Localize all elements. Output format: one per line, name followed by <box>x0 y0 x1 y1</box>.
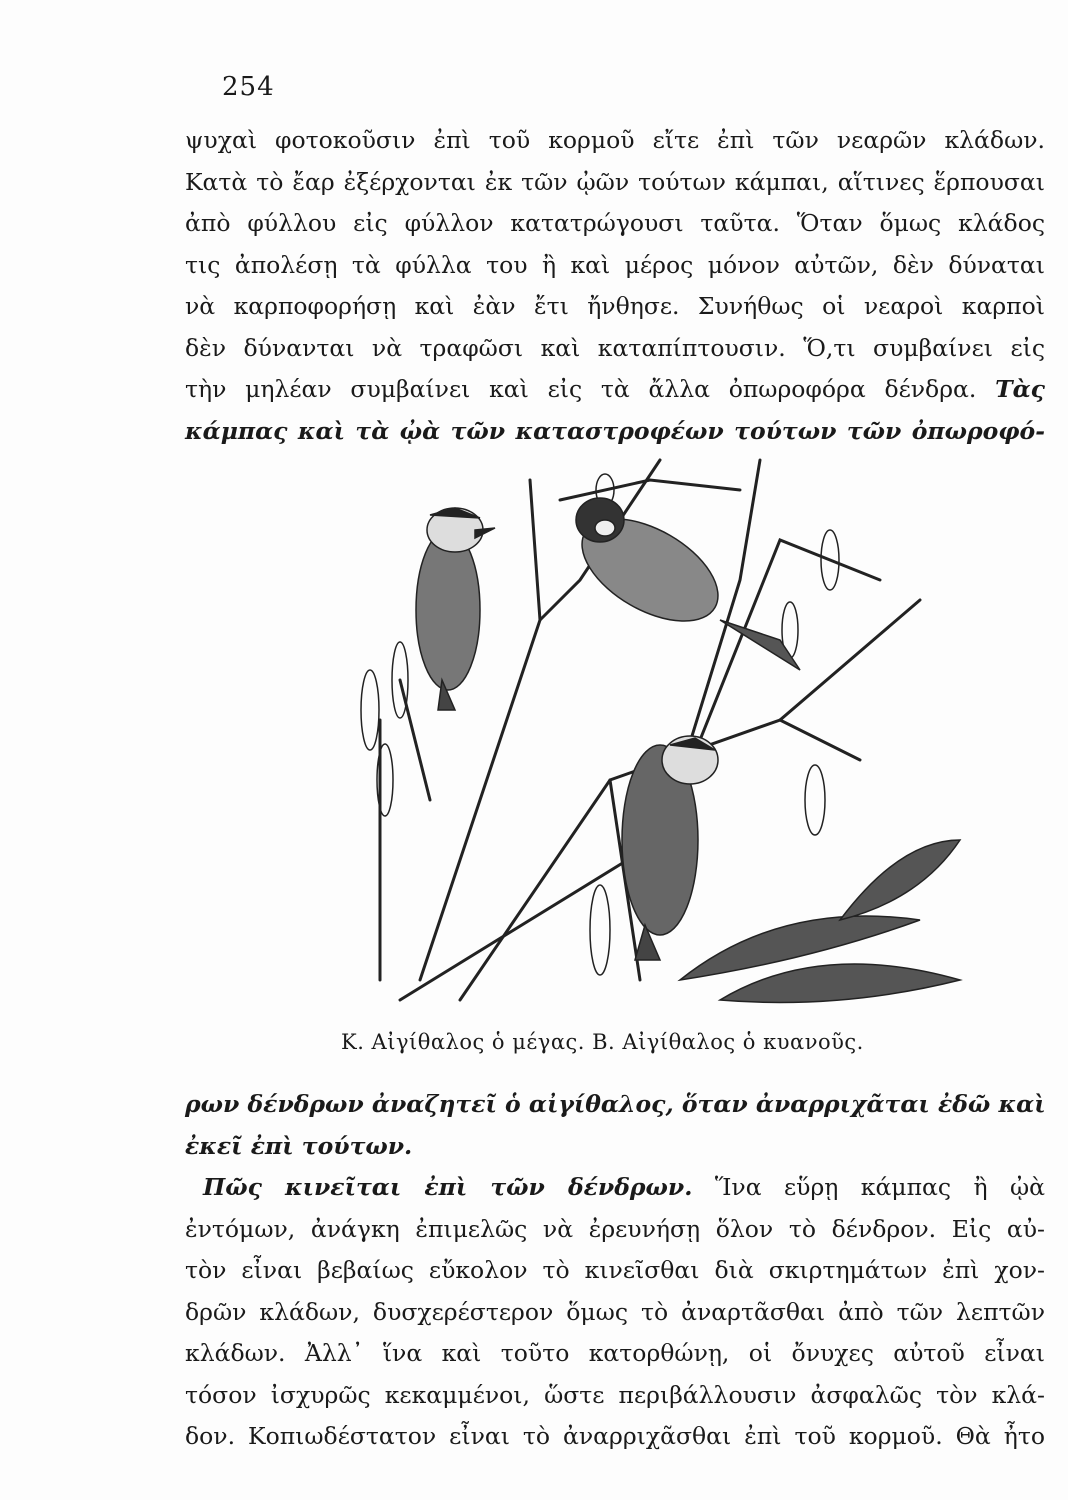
bird-illustration <box>360 420 1060 1020</box>
text-line: τὸν εἶναι βεβαίως εὔκολον τὸ κινεῖσθαι διὰ σκιρτημάτων ἐπὶ χον- <box>185 1256 1045 1284</box>
text-line: δρῶν κλάδων, δυσχερέστερον ὅμως τὸ ἀναρτᾶσθαι ἀπὸ τῶν λεπτῶν <box>185 1297 1045 1326</box>
text-run: τὴν μηλέαν συμβαίνει καὶ εἰς τὰ ἄλλα ὀπωροφόρα δένδρα. <box>185 375 977 403</box>
text-line: ἐντόμων, ἀνάγκη ἐπιμελῶς νὰ ἐρευνήσῃ ὅλον τὸ δένδρον. Εἰς αὐ- <box>185 1214 1045 1243</box>
twig-left <box>400 680 430 800</box>
catkin <box>590 885 610 975</box>
text-line-mixed <box>185 369 1045 411</box>
text-line: ψυχαὶ φοτοκοῦσιν ἐπὶ τοῦ κορμοῦ εἴτε ἐπὶ τῶν νεαρῶν κλάδων. <box>185 126 1045 154</box>
page-number: 254 <box>222 72 275 102</box>
paragraph-bottom <box>185 1084 1045 1458</box>
bold-heading-line: ρων δένδρων ἀναζητεῖ ὁ αἰγίθαλος, ὅταν ἀναρριχᾶται ἐδῶ καὶ <box>185 1090 1046 1118</box>
text-line: δὲν δύνανται νὰ τραφῶσι καὶ καταπίπτουσιν. Ὅ,τι συμβαίνει εἰς <box>185 333 1045 362</box>
text-line: ἀπὸ φύλλου εἰς φύλλον κατατρώγουσι ταῦτα. Ὅταν ὅμως κλάδος <box>185 209 1045 237</box>
text-line: Κατὰ τὸ ἔαρ ἐξέρχονται ἐκ τῶν ᾠῶν τούτων κάμπαι, αἵτινες ἕρπουσαι <box>185 167 1045 196</box>
paragraph-top <box>185 120 1045 452</box>
twig-right <box>780 720 860 760</box>
section-heading: Πῶς κινεῖται ἐπὶ τῶν δένδρων. <box>203 1173 693 1201</box>
leaves <box>680 840 960 1003</box>
bold-heading-line: κάμπας καὶ τὰ ᾠὰ τῶν καταστροφέων τούτων τῶν ὀπωροφό- <box>185 416 1045 445</box>
figure-caption: Κ. Αἰγίθαλος ὁ μέγας. Β. Αἰγίθαλος ὁ κυανοῦς. <box>341 1030 864 1054</box>
bold-heading-run: Τὰς <box>995 375 1045 403</box>
bold-heading-line: ἐκεῖ ἐπὶ τούτων. <box>185 1131 413 1160</box>
bird-blue-tit <box>622 736 718 960</box>
text-run: Ἵνα εὕρῃ κάμπας ἢ ᾠὰ <box>714 1173 1046 1201</box>
text-line: τόσον ἰσχυρῶς κεκαμμένοι, ὥστε περιβάλλουσιν ἀσφαλῶς τὸν κλά- <box>185 1380 1045 1409</box>
bird-great-tit-hanging <box>565 498 800 670</box>
illustration-svg <box>360 420 1060 1020</box>
bird-great-tit <box>416 508 495 710</box>
twig-top <box>560 480 740 500</box>
catkin <box>805 765 825 835</box>
catkin <box>361 670 379 750</box>
text-line: τις ἀπολέσῃ τὰ φύλλα του ἢ καὶ μέρος μόνον αὐτῶν, δὲν δύναται <box>185 250 1045 279</box>
text-line: δον. Κοπιωδέστατον εἶναι τὸ ἀναρριχᾶσθαι ἐπὶ τοῦ κορμοῦ. Θὰ ἦτο <box>185 1422 1045 1450</box>
text-line: κλάδων. Ἀλλ᾽ ἵνα καὶ τοῦτο κατορθώνῃ, οἱ ὄνυχες αὐτοῦ εἶναι <box>185 1339 1045 1367</box>
text-line-mixed <box>185 1167 1045 1209</box>
text-line: νὰ καρποφορήσῃ καὶ ἐὰν ἔτι ἤνθησε. Συνήθως οἱ νεαροὶ καρποὶ <box>185 292 1045 320</box>
